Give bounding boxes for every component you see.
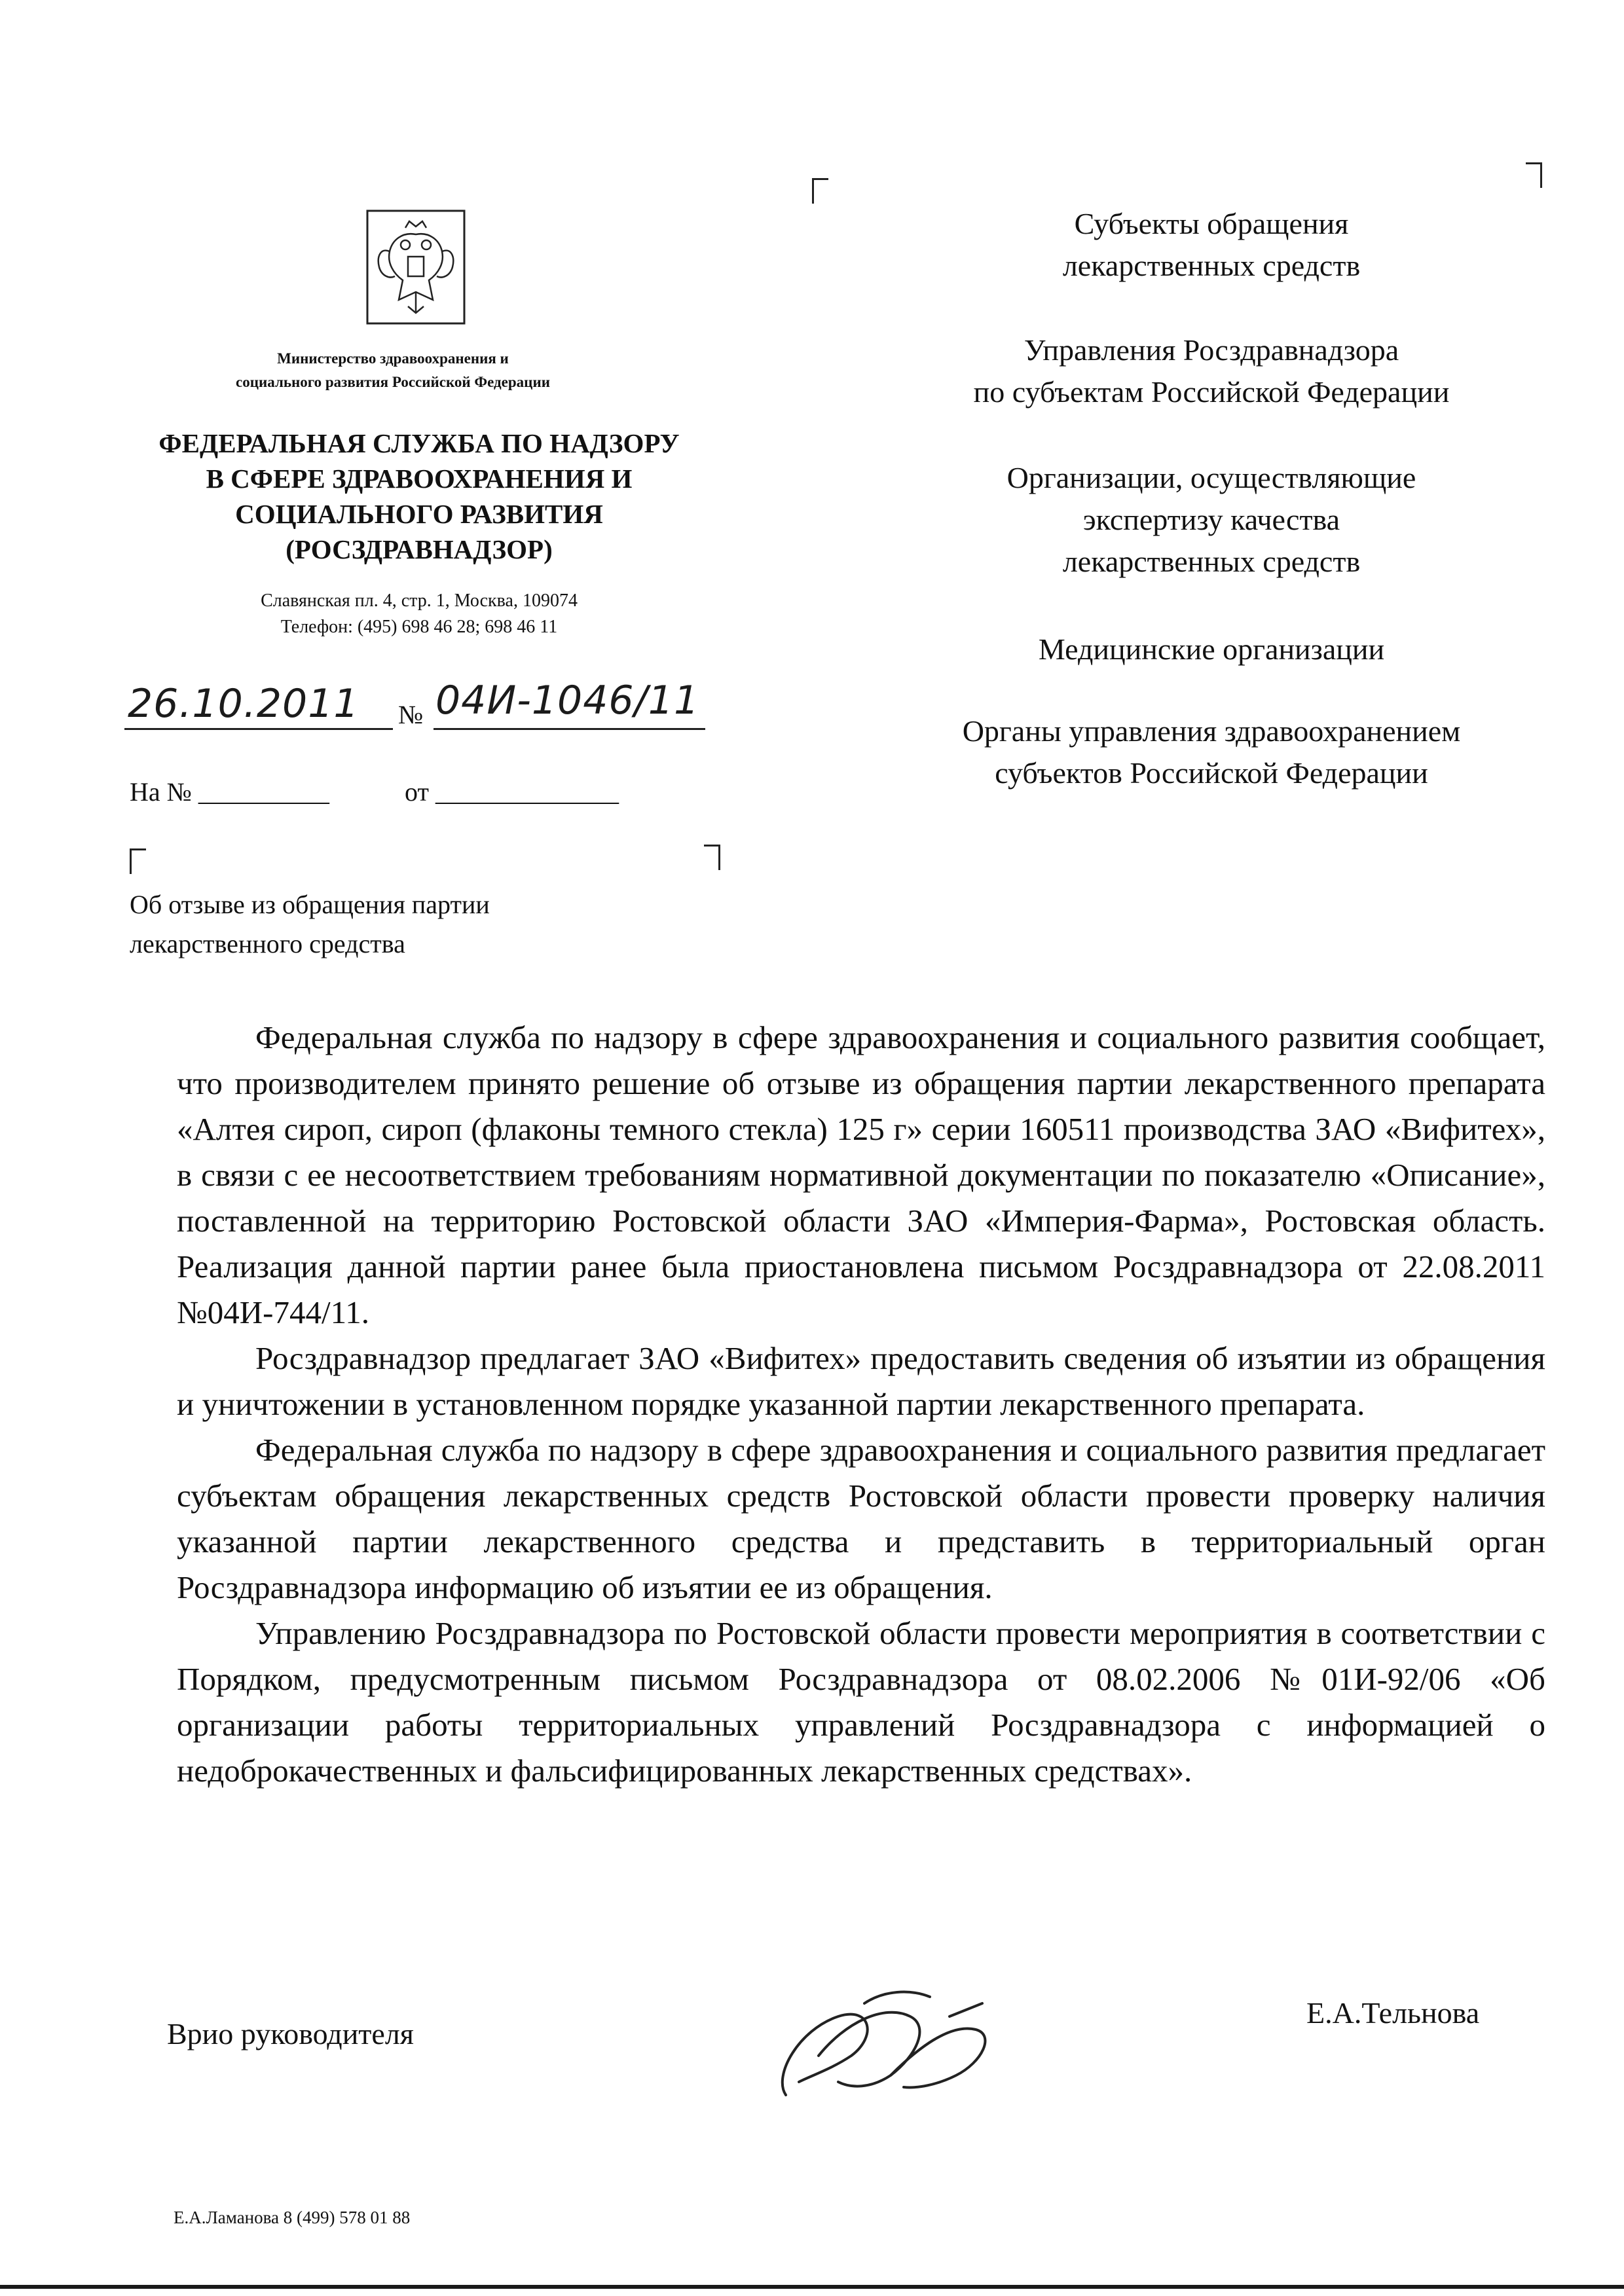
- addressee-line: Организации, осуществляющие: [1006, 461, 1416, 494]
- body-paragraph: Федеральная служба по надзору в сфере здравоохранения и социального развития предлагает субъектам обращения лекарственных средств Ростовской области провести проверку наличия указанной партии лекарственного средства и представить в территориальный орган Росздравнадзора информацию об изъятии ее из обращения.: [177, 1432, 1545, 1605]
- signatory-title: Врио руководителя: [167, 2017, 414, 2050]
- bracket-corner: [1526, 162, 1542, 188]
- addressee: [884, 629, 1539, 670]
- bracket-corner: [130, 848, 146, 874]
- body-paragraph: Росздравнадзор предлагает ЗАО «Вифитех» предоставить сведения об изъятии из обращения и уничтожении в установленном порядке указанной партии лекарственного препарата.: [177, 1340, 1545, 1422]
- number-underline: [434, 728, 705, 730]
- registration-date: 26.10.2011: [128, 681, 360, 727]
- service-line: СОЦИАЛЬНОГО РАЗВИТИЯ: [235, 499, 603, 529]
- addressee: [884, 710, 1539, 794]
- reference-na: [130, 776, 329, 807]
- executor-contact: Е.А.Ламанова 8 (499) 578 01 88: [174, 2208, 411, 2227]
- bracket-corner: [704, 845, 720, 870]
- letter-subject: [130, 885, 719, 964]
- registration-number-label: №: [398, 700, 424, 729]
- addressee-line: Управления Росздравнадзора: [1024, 333, 1399, 367]
- service-line: ФЕДЕРАЛЬНАЯ СЛУЖБА ПО НАДЗОРУ: [158, 428, 680, 458]
- ministry-line: социального развития Российской Федерации: [236, 374, 550, 390]
- subject-line: Об отзыве из обращения партии: [130, 890, 490, 919]
- reference-na-label: На №: [130, 777, 192, 807]
- bracket-corner: [812, 178, 828, 204]
- addressee-line: по субъектам Российской Федерации: [973, 375, 1450, 409]
- service-address: [124, 588, 714, 640]
- page-bottom-rule: [0, 2285, 1624, 2289]
- date-underline: [124, 728, 393, 730]
- subject-line: лекарственного средства: [130, 929, 405, 958]
- service-line: В СФЕРЕ ЗДРАВООХРАНЕНИЯ И: [206, 464, 633, 494]
- body-paragraph: Федеральная служба по надзору в сфере здравоохранения и социального развития сообщает, что производителем принято решение об отзыве из обращения партии лекарственного препарата «Алтея сироп, сироп (флаконы темного стекла) 125 г» серии 160511 производства ЗАО «Вифитех», в связи с ее несоответствием требованиям нормативной документации по показателю «Описание», поставленной на территорию Ростовской области ЗАО «Империя-Фарма», Ростовская область. Реализация данной партии ранее была приостановлена письмом Росздравнадзора от 22.08.2011 №04И-744/11.: [177, 1019, 1545, 1330]
- reference-ot-label: от: [405, 777, 429, 807]
- registration-number: 04И-1046/11: [435, 678, 700, 723]
- addressee-line: субъектов Российской Федерации: [995, 756, 1428, 790]
- addressee-line: экспертизу качества: [1082, 503, 1340, 536]
- addressee: [884, 457, 1539, 583]
- addressee: [884, 203, 1539, 287]
- body-paragraph: Управлению Росздравнадзора по Ростовской области провести мероприятия в соответствии с Порядком, предусмотренным письмом Росздравнадзора от 08.02.2006 №01И-92/06 «Об организации работы территориальных управлений Росздравнадзора с информацией о недоброкачественных и фальсифицированных лекарственных средствах».: [177, 1615, 1545, 1789]
- ministry-header: [124, 347, 661, 394]
- reference-na-blank: __________: [198, 777, 329, 807]
- service-line: (РОСЗДРАВНАДЗОР): [286, 534, 553, 564]
- handwritten-signature: [760, 1977, 1008, 2115]
- service-name: [98, 426, 740, 567]
- signatory-name: Е.А.Тельнова: [1306, 1996, 1480, 2030]
- addressee-line: Медицинские организации: [1038, 632, 1385, 666]
- addressee: [884, 329, 1539, 413]
- addressee-line: Субъекты обращения: [1074, 207, 1349, 240]
- address-line: Телефон: (495) 698 46 28; 698 46 11: [280, 617, 558, 637]
- coat-of-arms-emblem: [363, 208, 468, 326]
- letter-body: [177, 1015, 1545, 1794]
- reference-ot: [405, 776, 619, 807]
- addressee-line: лекарственных средств: [1062, 545, 1361, 578]
- reference-ot-blank: ______________: [435, 777, 619, 807]
- addressee-line: Органы управления здравоохранением: [962, 714, 1461, 748]
- ministry-line: Министерство здравоохранения и: [277, 350, 509, 367]
- addressee-line: лекарственных средств: [1062, 249, 1361, 282]
- address-line: Славянская пл. 4, стр. 1, Москва, 109074: [261, 591, 578, 611]
